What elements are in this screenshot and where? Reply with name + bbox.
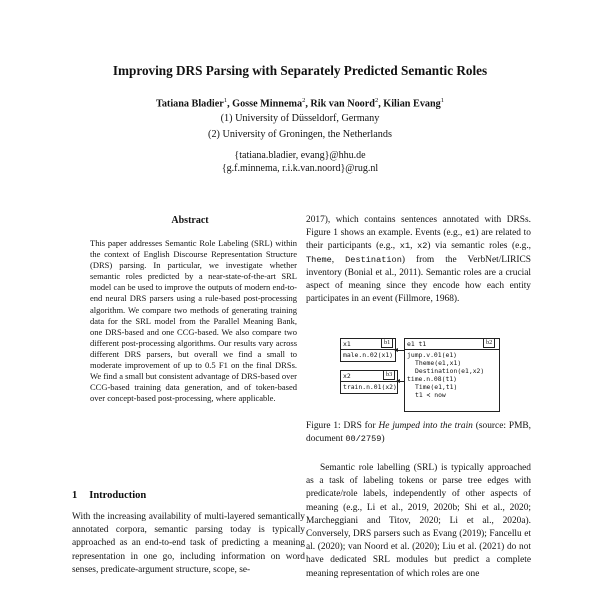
text-run: ) via semantic roles (e.g., xyxy=(427,241,532,252)
code-token: e1 xyxy=(465,228,476,239)
author-affiliation-mark: 2 xyxy=(302,97,306,104)
drs-condition: Destination(e1,x2) xyxy=(415,367,485,375)
section-title: Introduction xyxy=(89,490,147,501)
author-affiliation-mark: 1 xyxy=(223,97,228,104)
right-column-paragraph-2: Semantic role labelling (SRL) is typically approached as a task of labeling tokens or parse tree edges with predicate/role labels, independently of other aspects of meaning (e.g., Li et al., 2019, 2020b; Shi et al., 2020; Marcheggiani and Titov, 2020; Li et al., 2020a). Conversely, DRS parsers such as Evang (2019); Fancellu et al. (2020); van Noord et al. (2020); Liu et al. (2021) do not have dedicated SRL modules but predict a complete meaning representation of which roles are one xyxy=(306,463,531,579)
text-run: 2017), which contains sentences annotated with DRSs. Figure 1 shows an example. Events (e.g., xyxy=(306,215,531,239)
drs-box-tag: b3 xyxy=(383,370,395,380)
drs-box-tag: b2 xyxy=(483,338,495,348)
caption-text: (source: PMB, document xyxy=(306,421,531,445)
text-run: ) from the VerbNet/LIRICS inventory (Bonial et al., 2011). Semantic roles are a crucial aspect of meaning since they encode how each entity participates in an event (Fillmore, 1968). xyxy=(306,254,532,305)
code-token: Destination xyxy=(345,254,402,265)
caption-doc-id: 00/2759 xyxy=(345,434,382,445)
affiliation-1: (1) University of Düsseldorf, Germany xyxy=(220,113,380,124)
author-name: Kilian Evang xyxy=(383,98,441,110)
drs-referent: x2 xyxy=(343,372,351,380)
paper-title: Improving DRS Parsing with Separately Predicted Semantic Roles xyxy=(112,63,488,78)
author-separator: , xyxy=(305,98,311,110)
author-affiliation-mark: 1 xyxy=(440,97,445,104)
caption-text: ) xyxy=(381,434,385,445)
caption-text: Figure 1: DRS for xyxy=(306,421,379,431)
author-separator: , xyxy=(227,98,233,110)
author-name: Rik van Noord xyxy=(310,98,375,110)
drs-condition: male.n.02(x1) xyxy=(343,351,394,359)
drs-referent: e1 t1 xyxy=(407,340,427,348)
right-column-paragraph-1 xyxy=(306,214,531,306)
drs-arrow xyxy=(395,350,404,351)
drs-referent: x1 xyxy=(343,340,351,348)
email-line-2[interactable]: {g.f.minnema, r.i.k.van.noord}@rug.nl xyxy=(221,163,379,174)
section-number: 1 xyxy=(72,490,78,501)
drs-box-3 xyxy=(404,338,500,412)
drs-figure xyxy=(340,336,500,414)
drs-condition: t1 ≺ now xyxy=(415,391,446,399)
text-run: , xyxy=(331,254,346,265)
drs-arrow xyxy=(397,381,404,382)
drs-condition: Theme(e1,x1) xyxy=(415,359,462,367)
author-separator: , xyxy=(378,98,384,110)
abstract-heading: Abstract xyxy=(171,215,209,226)
drs-condition: time.n.08(t1) xyxy=(407,375,458,383)
section-heading xyxy=(72,490,146,501)
email-line-1[interactable]: {tatiana.bladier, evang}@hhu.de xyxy=(234,150,366,161)
drs-box-tag: b1 xyxy=(381,338,393,348)
author-name: Tatiana Bladier xyxy=(155,98,224,110)
intro-paragraph: With the increasing availability of multi-layered semantically annotated corpora, semantic parsing today is typically approached as an end-to-end task of predicting a meaning representation in one go, including information on word senses, predicate-argument structure, scope, se- xyxy=(72,512,305,575)
drs-condition: train.n.01(x2) xyxy=(343,383,397,391)
code-token: Theme xyxy=(306,254,332,265)
author-list xyxy=(0,97,600,109)
author-name: Gosse Minnema xyxy=(232,98,303,110)
text-run: , xyxy=(410,241,418,252)
affiliation-2: (2) University of Groningen, the Netherlands xyxy=(208,129,392,140)
author-affiliation-mark: 2 xyxy=(374,97,379,104)
text-run: ) are related to their participants (e.g., xyxy=(306,228,531,252)
drs-condition: Time(e1,t1) xyxy=(415,383,458,391)
drs-condition: jump.v.01(e1) xyxy=(407,351,458,359)
abstract-text: This paper addresses Semantic Role Labeling (SRL) within the context of English Discourse Representation Structure (DRS) parsing. In particular, we investigate whether semantic roles predicted by a near-state-of-the-art SRL model can be used to improve the outputs of modern end-to-end neural DRS parsers using a rule-based post-processing algorithm. We compare two methods of generating training data for the SRL model from the Parallel Meaning Bank, one DRS-based and one CCG-based. We also compare two different post-processing algorithms. Our results vary across different DRS parsers, but overall we find a small to moderate improvement of up to 0.5 F1 on the final DRSs. We find a small but consistent advantage of DRS-based over CCG-based training data generation, and of token-based over concept-based post-processing, where applicable. xyxy=(90,238,297,404)
code-token: x2 xyxy=(417,241,428,252)
caption-sentence: He jumped into the train xyxy=(378,421,473,431)
code-token: x1 xyxy=(399,241,411,252)
figure-caption xyxy=(306,420,531,446)
